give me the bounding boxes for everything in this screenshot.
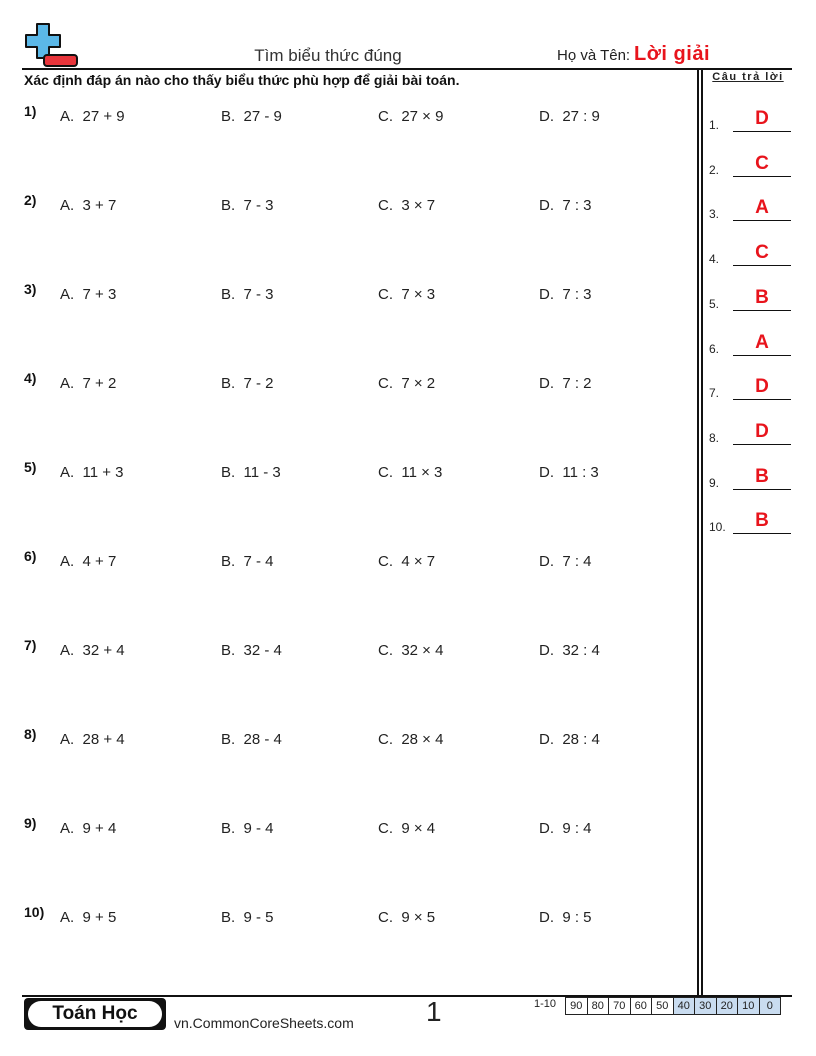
answer-number: 4. (709, 252, 720, 267)
score-cell: 50 (651, 998, 673, 1014)
answer-row (709, 151, 793, 177)
option-d: D. 11 : 3 (539, 464, 599, 481)
option-a: A. 3 + 7 (60, 197, 117, 214)
subject-badge-label: Toán Học (28, 1001, 162, 1027)
answer-column-divider (697, 68, 699, 996)
option-d: D. 7 : 3 (539, 286, 592, 303)
option-c: C. 4 × 7 (378, 553, 436, 570)
answer-blank (733, 489, 791, 490)
answer-row (709, 195, 793, 221)
answer-number: 9. (709, 475, 720, 490)
answer-blank (733, 444, 791, 445)
option-c: C. 32 × 4 (378, 642, 444, 659)
problem-number: 3) (24, 281, 37, 297)
option-c: C. 7 × 2 (378, 375, 436, 392)
option-c: C. 3 × 7 (378, 197, 436, 214)
score-cell: 70 (608, 998, 630, 1014)
problem-number: 6) (24, 548, 37, 564)
answer-value: D (755, 108, 769, 129)
score-cell: 0 (759, 998, 781, 1014)
option-a: A. 32 + 4 (60, 642, 125, 659)
answer-value: B (755, 465, 769, 487)
name-value: Lời giải (634, 43, 711, 65)
problem-number: 10) (24, 904, 45, 920)
option-a: A. 27 + 9 (60, 108, 125, 125)
option-b: B. 7 - 3 (221, 286, 274, 303)
problem-number: 4) (24, 370, 37, 386)
answer-row (709, 508, 793, 534)
problem-row (0, 637, 696, 667)
problem-number: 2) (24, 192, 37, 208)
site-url: vn.CommonCoreSheets.com (174, 1015, 354, 1031)
option-b: B. 7 - 2 (221, 375, 274, 392)
page-number: 1 (426, 996, 442, 1027)
option-b: B. 7 - 4 (221, 553, 274, 570)
option-b: B. 9 - 4 (221, 820, 274, 837)
option-c: C. 27 × 9 (378, 108, 444, 125)
option-b: B. 32 - 4 (221, 642, 282, 659)
answer-number: 7. (709, 386, 720, 401)
answer-blank (733, 265, 791, 266)
problem-row (0, 370, 696, 400)
answer-number: 8. (709, 430, 720, 445)
answer-row (709, 464, 793, 490)
answer-blank (733, 533, 791, 534)
option-b: B. 27 - 9 (221, 108, 282, 125)
instructions: Xác định đáp án nào cho thấy biểu thức phù hợp để giải bài toán. (24, 72, 460, 88)
problem-row (0, 192, 696, 222)
option-b: B. 7 - 3 (221, 197, 274, 214)
answer-number: 10. (709, 520, 726, 535)
worksheet-title: Tìm biểu thức đúng (254, 46, 402, 65)
answer-number: 6. (709, 341, 720, 356)
answer-value: D (755, 376, 769, 398)
score-cell: 20 (716, 998, 738, 1014)
name-label: Họ và Tên: (557, 47, 631, 64)
problem-row (0, 726, 696, 756)
answer-blank (733, 220, 791, 221)
option-d: D. 7 : 2 (539, 375, 592, 392)
answer-number: 5. (709, 296, 720, 311)
answer-number: 2. (709, 162, 720, 177)
top-divider (22, 68, 792, 70)
problem-number: 1) (24, 103, 37, 119)
problem-row (0, 904, 696, 934)
score-cell: 10 (737, 998, 759, 1014)
option-c: C. 11 × 3 (378, 464, 443, 481)
answer-row (709, 374, 793, 400)
answer-value: D (755, 420, 769, 442)
problem-number: 8) (24, 726, 37, 742)
problem-row (0, 815, 696, 845)
answer-value: A (755, 331, 769, 353)
answer-value: A (755, 197, 769, 219)
option-d: D. 7 : 3 (539, 197, 592, 214)
option-d: D. 9 : 5 (539, 909, 592, 926)
problem-number: 5) (24, 459, 37, 475)
option-c: C. 9 × 4 (378, 820, 436, 837)
problem-number: 9) (24, 815, 37, 831)
answer-value: C (755, 242, 769, 264)
answer-row (709, 419, 793, 445)
answer-blank (733, 176, 791, 177)
score-table (565, 997, 781, 1015)
problem-row (0, 459, 696, 489)
option-a: A. 7 + 3 (60, 286, 117, 303)
option-d: D. 27 : 9 (539, 108, 600, 125)
problem-row (0, 281, 696, 311)
answer-number: 1. (709, 118, 720, 132)
answer-row (709, 106, 793, 132)
score-cell: 30 (694, 998, 716, 1014)
answer-row (709, 240, 793, 266)
answer-blank (733, 355, 791, 356)
option-c: C. 9 × 5 (378, 909, 436, 926)
answer-blank (733, 310, 791, 311)
answer-number: 3. (709, 207, 720, 222)
answer-value: B (755, 510, 769, 532)
problem-number: 7) (24, 637, 37, 653)
score-cell: 40 (673, 998, 695, 1014)
option-d: D. 9 : 4 (539, 820, 592, 837)
option-a: A. 9 + 4 (60, 820, 117, 837)
answers-header: Câu trả lời (712, 71, 784, 83)
option-b: B. 9 - 5 (221, 909, 274, 926)
option-c: C. 28 × 4 (378, 731, 444, 748)
option-c: C. 7 × 3 (378, 286, 436, 303)
option-a: A. 28 + 4 (60, 731, 125, 748)
option-b: B. 28 - 4 (221, 731, 282, 748)
score-range-label: 1-10 (534, 998, 557, 1010)
option-b: B. 11 - 3 (221, 464, 281, 481)
answer-value: C (755, 152, 769, 174)
problem-row (0, 103, 696, 133)
option-d: D. 32 : 4 (539, 642, 600, 659)
score-cell: 90 (570, 1000, 583, 1012)
subject-badge (24, 998, 166, 1030)
option-a: A. 7 + 2 (60, 375, 117, 392)
option-a: A. 9 + 5 (60, 909, 117, 926)
score-cell: 60 (630, 998, 652, 1014)
answer-row (709, 330, 793, 356)
option-a: A. 4 + 7 (60, 553, 117, 570)
answer-blank (733, 131, 791, 132)
answer-blank (733, 399, 791, 400)
answer-row (709, 285, 793, 311)
answer-value: B (755, 286, 769, 308)
score-cell: 80 (587, 998, 609, 1014)
option-d: D. 28 : 4 (539, 731, 600, 748)
option-d: D. 7 : 4 (539, 553, 592, 570)
option-a: A. 11 + 3 (60, 464, 124, 481)
problem-row (0, 548, 696, 578)
answer-column-divider-inner (701, 68, 703, 996)
